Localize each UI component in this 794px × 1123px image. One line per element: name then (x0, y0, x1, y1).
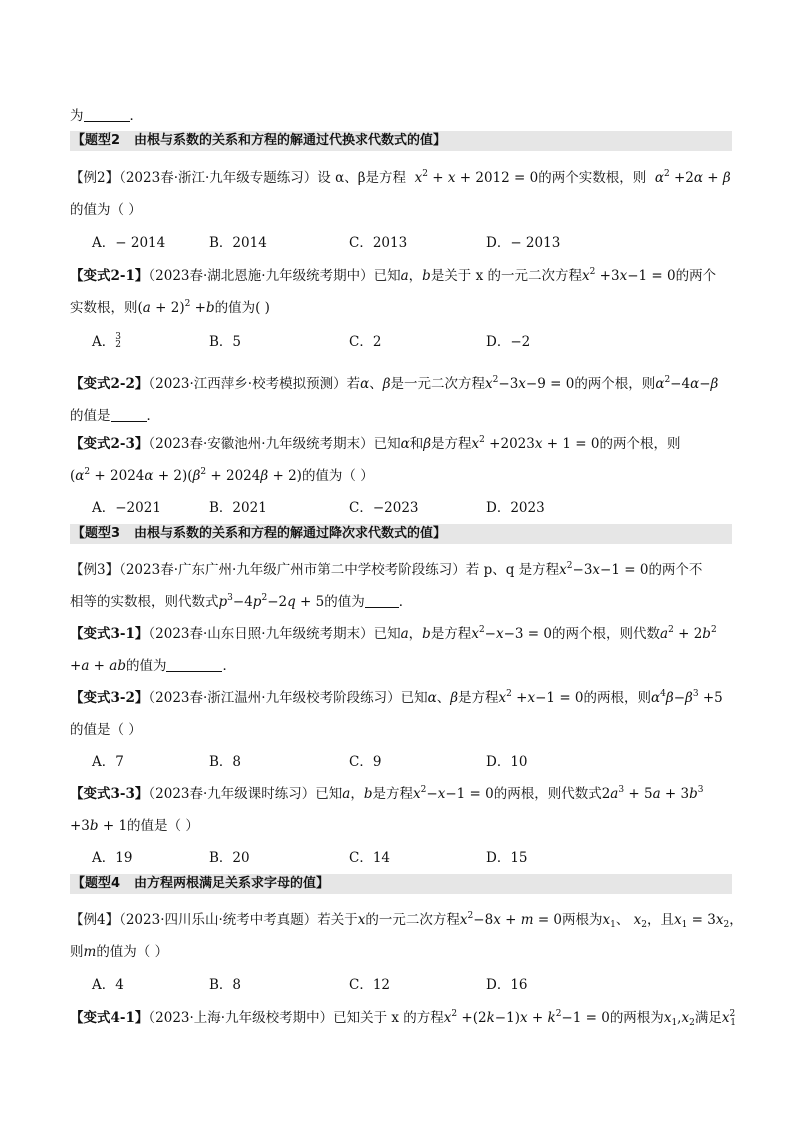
option-d[interactable]: D．−2 (486, 334, 531, 350)
option-b[interactable]: B．2021 (209, 500, 267, 516)
option-b[interactable]: B．2014 (209, 235, 267, 251)
option-c[interactable]: C．−2023 (349, 500, 419, 516)
option-c[interactable]: C．14 (349, 850, 391, 866)
answer-blank[interactable] (111, 409, 147, 422)
option-b[interactable]: B．20 (209, 850, 250, 866)
variant-2-3-line2: $(\alpha^2 + 2024\alpha + 2)(\beta^2 + 2024\beta + 2)$的值为（ ） (70, 467, 374, 484)
option-c[interactable]: C．2 (349, 334, 382, 350)
option-a[interactable]: A．4 (92, 977, 124, 993)
section-header-type3: 【题型3 由根与系数的关系和方程的解通过降次求代数式的值】 (70, 524, 732, 544)
variant-2-2-line2: 的值是 ． (70, 408, 160, 424)
variant-2-3: 【变式2-3】（2023春·安徽池州·九年级统考期末）已知α和β是方程$x^2 +2023x + 1 = 0$的两个根，则 (70, 435, 681, 452)
section-header-type2: 【题型2 由根与系数的关系和方程的解通过代换求代数式的值】 (70, 131, 732, 151)
option-a[interactable]: A．7 (92, 754, 124, 770)
option-d[interactable]: D．15 (486, 850, 528, 866)
option-d[interactable]: D．16 (486, 977, 528, 993)
section-header-type4: 【题型4 由方程两根满足关系求字母的值】 (70, 874, 732, 894)
option-a[interactable]: A．3 2 (92, 332, 121, 350)
variant-3-1-line2: +a + ab的值为 ． (70, 658, 236, 674)
option-b[interactable]: B．8 (209, 977, 242, 993)
option-d[interactable]: D．2023 (486, 500, 545, 516)
option-c[interactable]: C．2013 (349, 235, 408, 251)
option-b[interactable]: B．5 (209, 334, 242, 350)
variant-2-1-line2: 实数根，则$(a + 2)^2 +b$的值为( ) (70, 299, 270, 316)
variant-3-3-line2: +3b + 1的值是（ ） (70, 818, 199, 834)
variant-3-2-line2: 的值是（ ） (70, 722, 142, 738)
variant-3-1: 【变式3-1】（2023春·山东日照·九年级统考期末）已知a，b是方程$x^2-x-3 = 0$的两个根，则代数$a^2 + 2b^2$ (70, 625, 717, 642)
option-a[interactable]: A．−2021 (92, 500, 161, 516)
example-4: 【例4】（2023·四川乐山·统考中考真题）若关于x的一元二次方程$x^2-8x + m = 0$两根为$x_1$、 $x_2$，且$x_1 = 3x_2$， (70, 911, 743, 930)
option-d[interactable]: D．− 2013 (486, 235, 561, 251)
variant-2-2: 【变式2-2】（2023·江西萍乡·校考模拟预测）若α、β是一元二次方程$x^2-3x-9 = 0$的两个根，则$\alpha^2-4\alpha-\beta$ (70, 375, 719, 392)
example-2-line2: 的值为（ ） (70, 202, 142, 218)
answer-blank[interactable] (166, 659, 222, 672)
variant-3-2: 【变式3-2】（2023春·浙江温州·九年级校考阶段练习）已知α、β是方程$x^2 +x-1 = 0$的两根，则$\alpha^4\beta-\beta^3 +5$ (70, 689, 723, 706)
variant-2-1: 【变式2-1】（2023春·湖北恩施·九年级统考期中）已知a，b是关于 x 的一元二次方程$x^2 +3x-1 = 0$的两个 (70, 267, 717, 284)
answer-blank[interactable] (84, 109, 130, 122)
option-a[interactable]: A．19 (92, 850, 133, 866)
example-3-line2: 相等的实数根，则代数式$p^3-4p^2-2q + 5$的值为 ． (70, 593, 413, 610)
variant-3-3: 【变式3-3】（2023春·九年级课时练习）已知a，b是方程$x^2-x-1 = 0$的两根，则代数式$2a^3 + 5a + 3b^3$ (70, 785, 704, 802)
option-a[interactable]: A．− 2014 (92, 235, 166, 251)
answer-blank[interactable] (365, 595, 399, 608)
example-2: 【例2】（2023春·浙江·九年级专题练习）设 α、β是方程 $x^2 + x + 2012 = 0$的两个实数根，则 $\alpha^2 +2\alpha + \beta$ (70, 169, 731, 186)
continued-question: 为 ． (70, 108, 143, 124)
example-3: 【例3】（2023春·广东广州·九年级广州市第二中学校考阶段练习）若 p、q 是方程$x^2-3x-1 = 0$的两个不 (70, 561, 703, 578)
example-4-line2: 则m的值为（ ） (70, 944, 169, 960)
option-b[interactable]: B．8 (209, 754, 242, 770)
variant-4-1: 【变式4-1】（2023·上海·九年级校考期中）已知关于 x 的方程$x^2 +(2k-1)x + k^2-1 = 0$的两根为$x_1,x_2$满足$x^2_1$ (70, 1009, 736, 1028)
option-c[interactable]: C．9 (349, 754, 382, 770)
option-c[interactable]: C．12 (349, 977, 391, 993)
option-d[interactable]: D．10 (486, 754, 528, 770)
